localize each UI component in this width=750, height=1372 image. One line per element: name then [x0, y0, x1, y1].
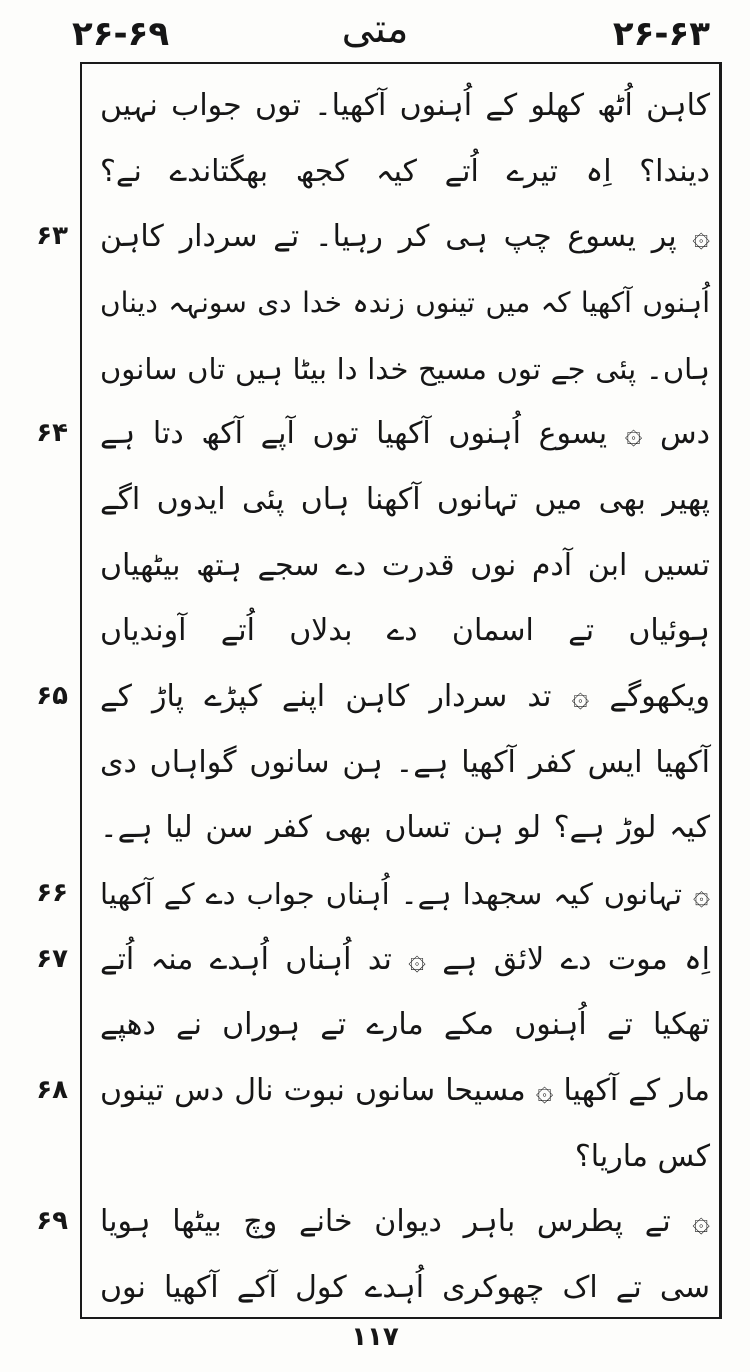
text-line: دیندا؟ اِہ تیرے اُتے کیہ کجھ بھگتاندے نے؟	[100, 153, 710, 189]
text-line: سی تے اک چھوکری اُہدے کول آکے آکھیا نوں	[100, 1270, 710, 1305]
verse-number: ۶۶	[36, 878, 68, 908]
text-line: ویکھوگے ۞ تد سردار کاہن اپنے کپڑے پاڑ کے	[100, 679, 710, 714]
verse-number: ۶۴	[36, 418, 68, 449]
verse-number: ۶۵	[36, 681, 68, 711]
text-line: ۞ تہانوں کیہ سجھدا ہے۔ اُہناں جواب دے کے آکھیا	[100, 877, 710, 911]
text-line: ہوئیاں تے اسمان دے بدلاں اُتے آوندیاں	[100, 613, 710, 649]
text-line: تھکیا تے اُہنوں مکے مارے تے ہوراں نے دھپے	[100, 1007, 710, 1043]
verse-number: ۶۹	[36, 1206, 68, 1237]
text-line: اُہنوں آکھیا کہ میں تینوں زندہ خدا دی سونہہ دیناں	[100, 286, 710, 319]
text-line: اِہ موت دے لائق ہے ۞ تد اُہناں اُہدے منہ اُتے	[100, 941, 710, 977]
text-line: ۞ پر یسوع چپ ہی کر رہیا۔ تے سردار کاہن	[100, 219, 710, 255]
text-line: مار کے آکھیا ۞ مسیحا سانوں نبوت نال دس تینوں	[100, 1073, 710, 1108]
verse-number: ۶۳	[36, 221, 68, 252]
book-title: متی	[341, 6, 409, 52]
text-line: کیہ لوڑ ہے؟ لو ہن تساں بھی کفر سن لیا ہے۔	[100, 810, 710, 846]
text-line: کس ماریا؟	[574, 1138, 710, 1174]
text-line: آکھیا ایس کفر آکھیا ہے۔ ہن سانوں گواہاں دی	[100, 744, 710, 780]
verse-number: ۶۷	[36, 943, 68, 974]
page-number: ۱۱۷	[351, 1322, 399, 1352]
text-line: ۞ تے پطرس باہر دیوان خانے وچ بیٹھا ہویا	[100, 1204, 710, 1240]
text-line: ہاں۔ پئی جے توں مسیح خدا دا بیٹا ہیں تاں سانوں	[100, 351, 710, 386]
verse-number-column	[0, 0, 80, 1372]
text-line: کاہن اُٹھ کھلو کے اُہنوں آکھیا۔ توں جواب نہیں	[100, 88, 710, 123]
verse-range-left: ۲۶-۶۹	[72, 14, 170, 54]
verse-number: ۶۸	[36, 1075, 68, 1105]
text-line: پھیر بھی میں تہانوں آکھنا ہاں پئی ایدوں اگے	[100, 482, 710, 517]
text-line: تسیں ابن آدم نوں قدرت دے سجے ہتھ بیٹھیاں	[100, 547, 710, 583]
verse-range-right: ۲۶-۶۳	[612, 14, 710, 54]
text-line: دس ۞ یسوع اُہنوں آکھیا توں آپے آکھ دتا ہے	[100, 416, 710, 452]
page-header	[0, 0, 750, 62]
